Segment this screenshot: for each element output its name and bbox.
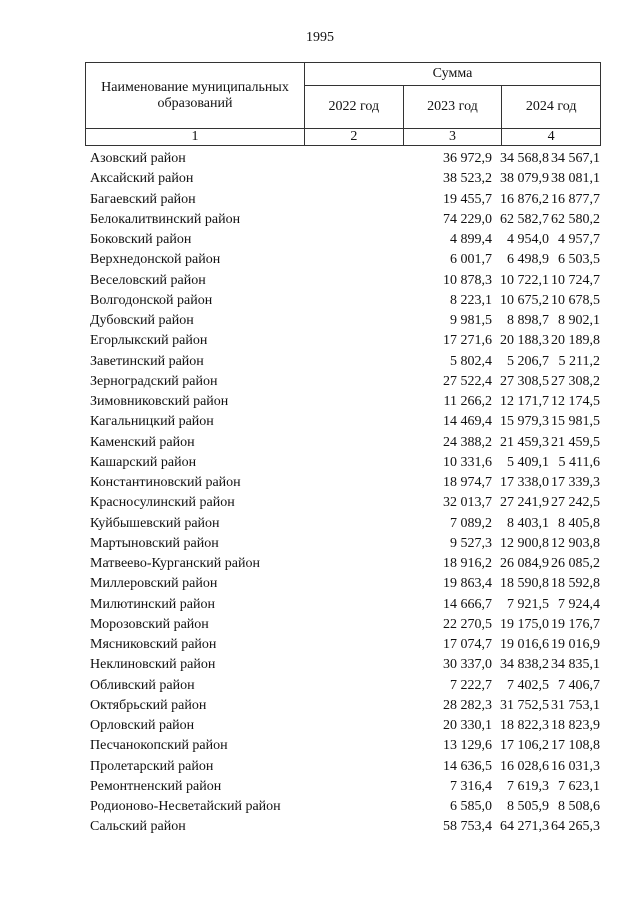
table-row bbox=[90, 493, 610, 513]
value-2023: 4 954,0 bbox=[507, 232, 549, 247]
value-2023: 21 459,3 bbox=[500, 434, 549, 450]
value-2022: 28 282,3 bbox=[443, 697, 492, 713]
value-2022: 11 266,2 bbox=[443, 394, 492, 409]
table-row bbox=[90, 574, 610, 594]
table-row bbox=[90, 169, 610, 189]
value-2023: 19 016,6 bbox=[500, 637, 549, 652]
value-2022: 27 522,4 bbox=[443, 373, 492, 389]
table-row bbox=[90, 190, 610, 210]
value-2023: 38 079,9 bbox=[500, 171, 549, 187]
value-2024: 5 411,6 bbox=[558, 454, 600, 470]
value-2023: 5 206,7 bbox=[507, 353, 549, 369]
table-row bbox=[90, 554, 610, 574]
value-2022: 5 802,4 bbox=[450, 353, 492, 369]
municipality-name: Сальский район bbox=[90, 819, 186, 835]
value-2022: 9 981,5 bbox=[450, 313, 492, 328]
column-number: 4 bbox=[502, 129, 601, 146]
table-row bbox=[90, 757, 610, 777]
value-2024: 64 265,3 bbox=[551, 819, 600, 835]
table-row bbox=[90, 453, 610, 473]
municipality-name: Мясниковский район bbox=[90, 637, 217, 652]
municipality-name: Куйбышевский район bbox=[90, 515, 220, 531]
value-2024: 18 592,8 bbox=[551, 576, 600, 592]
value-2024: 12 174,5 bbox=[551, 394, 600, 409]
value-2022: 22 270,5 bbox=[443, 616, 492, 632]
value-2024: 38 081,1 bbox=[551, 171, 600, 187]
value-2024: 34 567,1 bbox=[551, 151, 600, 166]
table-row bbox=[90, 230, 610, 250]
table-body bbox=[90, 149, 610, 838]
value-2024: 34 835,1 bbox=[551, 657, 600, 673]
table-row bbox=[90, 595, 610, 615]
table-row bbox=[90, 534, 610, 554]
table-row bbox=[90, 372, 610, 392]
municipality-name: Егорлыкский район bbox=[90, 333, 208, 349]
header-name-column: Наименование муниципальных образований bbox=[86, 63, 305, 129]
municipality-name: Родионово-Несветайский район bbox=[90, 799, 281, 814]
value-2023: 31 752,5 bbox=[500, 697, 549, 713]
value-2022: 14 666,7 bbox=[443, 596, 492, 612]
column-number: 2 bbox=[305, 129, 404, 146]
value-2024: 19 016,9 bbox=[551, 637, 600, 652]
municipality-name: Верхнедонской район bbox=[90, 252, 221, 268]
header-year-2024: 2024 год bbox=[502, 86, 601, 129]
table-row bbox=[90, 817, 610, 837]
header-sum: Сумма bbox=[305, 63, 601, 86]
value-2023: 5 409,1 bbox=[507, 454, 549, 470]
page-number: 1995 bbox=[306, 30, 334, 45]
value-2022: 6 585,0 bbox=[450, 799, 492, 814]
value-2024: 4 957,7 bbox=[558, 232, 600, 247]
municipality-name: Неклиновский район bbox=[90, 657, 216, 673]
value-2024: 8 508,6 bbox=[558, 799, 600, 814]
table-row bbox=[90, 473, 610, 493]
value-2023: 17 106,2 bbox=[500, 738, 549, 754]
table-row bbox=[90, 291, 610, 311]
municipality-name: Октябрьский район bbox=[90, 697, 207, 713]
value-2022: 30 337,0 bbox=[443, 657, 492, 673]
municipality-name: Красносулинский район bbox=[90, 495, 235, 511]
value-2023: 12 900,8 bbox=[500, 535, 549, 551]
value-2023: 62 582,7 bbox=[500, 211, 549, 227]
value-2023: 7 619,3 bbox=[507, 778, 549, 794]
value-2024: 7 406,7 bbox=[558, 677, 600, 693]
value-2024: 17 339,3 bbox=[551, 475, 600, 490]
value-2023: 15 979,3 bbox=[500, 414, 549, 430]
value-2022: 18 916,2 bbox=[443, 556, 492, 571]
value-2023: 19 175,0 bbox=[500, 616, 549, 632]
municipality-name: Багаевский район bbox=[90, 191, 196, 207]
value-2022: 7 222,7 bbox=[450, 677, 492, 693]
municipality-name: Аксайский район bbox=[90, 171, 194, 187]
municipality-name: Зерноградский район bbox=[90, 373, 218, 389]
value-2024: 20 189,8 bbox=[551, 333, 600, 349]
value-2023: 7 921,5 bbox=[507, 596, 549, 612]
table-row bbox=[90, 635, 610, 655]
value-2023: 8 898,7 bbox=[507, 313, 549, 328]
value-2023: 16 876,2 bbox=[500, 191, 549, 207]
table-row bbox=[90, 412, 610, 432]
value-2022: 24 388,2 bbox=[443, 434, 492, 450]
value-2023: 34 568,8 bbox=[500, 151, 549, 166]
municipality-name: Азовский район bbox=[90, 151, 186, 166]
table-row bbox=[90, 777, 610, 797]
value-2023: 27 308,5 bbox=[500, 373, 549, 389]
value-2022: 19 863,4 bbox=[443, 576, 492, 592]
table-row bbox=[90, 514, 610, 534]
table-row bbox=[90, 655, 610, 675]
value-2023: 27 241,9 bbox=[500, 495, 549, 511]
municipality-name: Боковский район bbox=[90, 232, 192, 247]
value-2024: 12 903,8 bbox=[551, 535, 600, 551]
value-2022: 13 129,6 bbox=[443, 738, 492, 754]
value-2022: 74 229,0 bbox=[443, 211, 492, 227]
value-2022: 20 330,1 bbox=[443, 718, 492, 733]
value-2022: 58 753,4 bbox=[443, 819, 492, 835]
municipality-name: Матвеево-Курганский район bbox=[90, 556, 260, 571]
header-year-2022: 2022 год bbox=[305, 86, 404, 129]
value-2023: 8 403,1 bbox=[507, 515, 549, 531]
municipality-name: Зимовниковский район bbox=[90, 394, 229, 409]
table-row bbox=[90, 433, 610, 453]
value-2022: 7 316,4 bbox=[450, 778, 492, 794]
municipality-name: Кашарский район bbox=[90, 454, 197, 470]
value-2023: 6 498,9 bbox=[507, 252, 549, 268]
value-2022: 4 899,4 bbox=[450, 232, 492, 247]
municipality-name: Милютинский район bbox=[90, 596, 216, 612]
municipality-name: Мартыновский район bbox=[90, 535, 219, 551]
column-number: 3 bbox=[403, 129, 502, 146]
municipality-name: Дубовский район bbox=[90, 313, 194, 328]
value-2024: 8 902,1 bbox=[558, 313, 600, 328]
value-2023: 8 505,9 bbox=[507, 799, 549, 814]
value-2022: 32 013,7 bbox=[443, 495, 492, 511]
value-2023: 20 188,3 bbox=[500, 333, 549, 349]
municipality-name: Заветинский район bbox=[90, 353, 204, 369]
municipality-name: Белокалитвинский район bbox=[90, 211, 241, 227]
header-year-2023: 2023 год bbox=[403, 86, 502, 129]
municipality-name: Морозовский район bbox=[90, 616, 209, 632]
value-2022: 10 331,6 bbox=[443, 454, 492, 470]
table-row bbox=[90, 392, 610, 412]
value-2023: 18 590,8 bbox=[500, 576, 549, 592]
municipality-name: Веселовский район bbox=[90, 272, 206, 288]
table-row bbox=[90, 696, 610, 716]
table-row bbox=[90, 352, 610, 372]
value-2022: 14 636,5 bbox=[443, 758, 492, 774]
value-2024: 6 503,5 bbox=[558, 252, 600, 268]
value-2023: 18 822,3 bbox=[500, 718, 549, 733]
value-2023: 34 838,2 bbox=[500, 657, 549, 673]
value-2024: 16 877,7 bbox=[551, 191, 600, 207]
value-2022: 10 878,3 bbox=[443, 272, 492, 288]
value-2023: 64 271,3 bbox=[500, 819, 549, 835]
value-2022: 38 523,2 bbox=[443, 171, 492, 187]
value-2023: 26 084,9 bbox=[500, 556, 549, 571]
value-2024: 62 580,2 bbox=[551, 211, 600, 227]
value-2023: 12 171,7 bbox=[500, 394, 549, 409]
municipality-name: Орловский район bbox=[90, 718, 195, 733]
value-2023: 17 338,0 bbox=[500, 475, 549, 490]
value-2022: 14 469,4 bbox=[443, 414, 492, 430]
value-2024: 26 085,2 bbox=[551, 556, 600, 571]
value-2023: 16 028,6 bbox=[500, 758, 549, 774]
value-2022: 17 271,6 bbox=[443, 333, 492, 349]
value-2022: 7 089,2 bbox=[450, 515, 492, 531]
municipality-name: Волгодонской район bbox=[90, 292, 213, 308]
value-2024: 27 242,5 bbox=[551, 495, 600, 511]
value-2023: 7 402,5 bbox=[507, 677, 549, 693]
value-2022: 18 974,7 bbox=[443, 475, 492, 490]
table-row bbox=[90, 736, 610, 756]
table-row bbox=[90, 311, 610, 331]
municipality-name: Ремонтненский район bbox=[90, 778, 222, 794]
value-2024: 19 176,7 bbox=[551, 616, 600, 632]
table-row bbox=[90, 676, 610, 696]
table-row bbox=[90, 716, 610, 736]
value-2024: 21 459,5 bbox=[551, 434, 600, 450]
value-2023: 10 675,2 bbox=[500, 292, 549, 308]
municipality-name: Константиновский район bbox=[90, 475, 241, 490]
value-2024: 10 724,7 bbox=[551, 272, 600, 288]
value-2022: 6 001,7 bbox=[450, 252, 492, 268]
value-2024: 17 108,8 bbox=[551, 738, 600, 754]
table-row bbox=[90, 615, 610, 635]
municipality-name: Песчанокопский район bbox=[90, 738, 228, 754]
municipality-name: Обливский район bbox=[90, 677, 195, 693]
value-2024: 8 405,8 bbox=[558, 515, 600, 531]
value-2023: 10 722,1 bbox=[500, 272, 549, 288]
value-2024: 15 981,5 bbox=[551, 414, 600, 430]
table-row bbox=[90, 797, 610, 817]
table-header bbox=[85, 62, 601, 146]
table-row bbox=[90, 250, 610, 270]
value-2024: 7 623,1 bbox=[558, 778, 600, 794]
table-row bbox=[90, 149, 610, 169]
column-number: 1 bbox=[86, 129, 305, 146]
value-2022: 9 527,3 bbox=[450, 535, 492, 551]
value-2024: 7 924,4 bbox=[558, 596, 600, 612]
municipality-name: Каменский район bbox=[90, 434, 195, 450]
value-2024: 31 753,1 bbox=[551, 697, 600, 713]
value-2024: 5 211,2 bbox=[558, 353, 600, 369]
value-2024: 16 031,3 bbox=[551, 758, 600, 774]
value-2022: 8 223,1 bbox=[450, 292, 492, 308]
value-2024: 18 823,9 bbox=[551, 718, 600, 733]
municipality-name: Кагальницкий район bbox=[90, 414, 214, 430]
value-2022: 19 455,7 bbox=[443, 191, 492, 207]
table-row bbox=[90, 331, 610, 351]
value-2024: 27 308,2 bbox=[551, 373, 600, 389]
table-row bbox=[90, 271, 610, 291]
municipality-name: Пролетарский район bbox=[90, 758, 214, 774]
table-row bbox=[90, 210, 610, 230]
value-2022: 17 074,7 bbox=[443, 637, 492, 652]
value-2024: 10 678,5 bbox=[551, 292, 600, 308]
value-2022: 36 972,9 bbox=[443, 151, 492, 166]
municipality-name: Миллеровский район bbox=[90, 576, 218, 592]
